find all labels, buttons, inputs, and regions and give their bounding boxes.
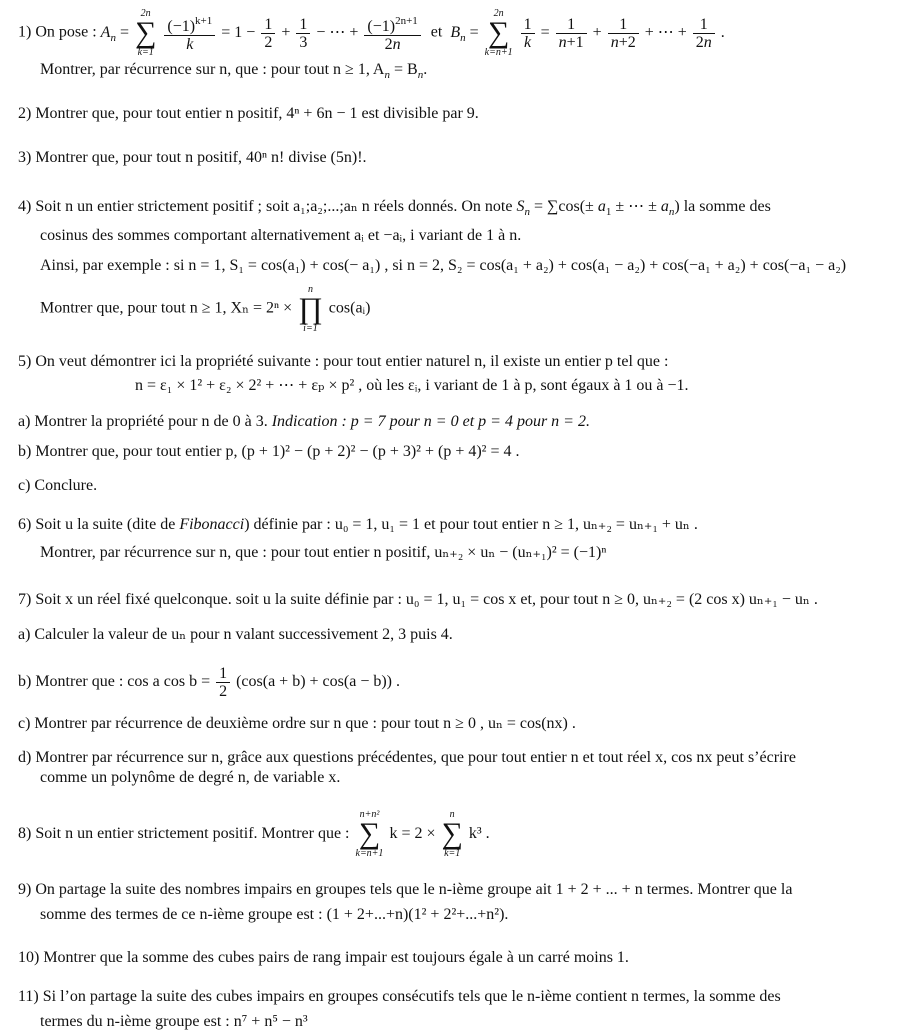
problem-11-line-1: 11) Si l’on partage la suite des cubes impairs en groupes consécutifs tels que le n-ième contient n termes, la somme des — [18, 988, 781, 1005]
problem-4-line-1 — [18, 197, 771, 222]
problem-7-b-end: (cos(a + b) + cos(a − b)) . — [236, 673, 400, 690]
problem-8 — [18, 808, 490, 860]
problem-6-line-1-end: ) définie par : u₀ = 1, u₁ = 1 et pour tout entier n ≥ 1, uₙ₊₂ = uₙ₊₁ + uₙ . — [244, 516, 698, 533]
problem-8-end: k³ . — [468, 825, 490, 842]
sum-symbol-icon: 2n ∑ k=1 — [134, 8, 157, 58]
problem-4-line-1-text: 4) Soit n un entier strictement positif ; soit a₁;a₂;...;aₙ n réels donnés. On note — [18, 198, 513, 215]
problem-4-line-3: Ainsi, par exemple : si n = 1, S₁ = cos(a₁) + cos(− a₁) , si n = 2, S₂ = cos(a₁ + a₂) + cos(a₁ − a₂) + cos(−a₁ + a₂) + cos(−a₁ − a₂) — [40, 257, 847, 274]
conjunction-et: et — [430, 23, 443, 41]
problem-6-line-2: Montrer, par récurrence sur n, que : pour tout entier n positif, uₙ₊₂ × uₙ − (uₙ₊₁)² = (−1)ⁿ — [40, 544, 607, 561]
problem-7-c: c) Montrer par récurrence de deuxième ordre sur n que : pour tout n ≥ 0 , uₙ = cos(nx) . — [18, 715, 576, 732]
problem-7-d-line-1: d) Montrer par récurrence sur n, grâce aux questions précédentes, que pour tout entier n et tout réel x, cos nx peut s’écrire — [18, 749, 796, 766]
problem-8-middle: k = 2 × — [389, 825, 436, 842]
problem-1-question: Montrer, par récurrence sur n, que : pour tout n ≥ 1, $A_n = B_n$. — [40, 61, 428, 81]
problem-5-c: c) Conclure. — [18, 477, 98, 494]
problem-6-line-1 — [18, 515, 698, 535]
sum-symbol-icon: 2n ∑ k=n+1 — [484, 8, 513, 58]
problem-5-b: b) Montrer que, pour tout entier p, (p + 1)² − (p + 2)² − (p + 3)² + (p + 4)² = 4 . — [18, 443, 520, 460]
A-n-definition: $A_n$ = 2n ∑ k=1 $\frac{(-1)^{k+1}}{k}$ = 1 − $\frac{1}{2}$ + $\frac{1}{3}$ − ⋯ + $\frac{(-1)^{2n+1}}{2n}$ — [101, 24, 427, 41]
problem-11-line-2: termes du n-ième groupe est : n⁷ + n⁵ − n³ — [40, 1013, 308, 1030]
problem-6-line-1-text: 6) Soit u la suite (dite de — [18, 516, 176, 533]
problem-4-line-4 — [40, 284, 371, 334]
problem-8-text: 8) Soit n un entier strictement positif. Montrer que : — [18, 825, 350, 842]
problem-5-a — [18, 412, 590, 432]
problem-4-line-4-end: cos(aᵢ) — [328, 299, 371, 317]
problem-4-line-2: cosinus des sommes comportant alternativement aᵢ et −aᵢ, i variant de 1 à n. — [40, 227, 522, 244]
problem-7-b: b) Montrer que : cos a cos b = $\frac{1}{2}$ (cos(a + b) + cos(a − b)) . — [18, 664, 400, 700]
problem-4-line-4-text: Montrer que, pour tout n ≥ 1, Xₙ = 2ⁿ × — [40, 299, 293, 317]
problem-1-conclusion: Montrer, par récurrence sur n, que : pour tout n ≥ 1, A — [40, 61, 385, 78]
problem-7-a: a) Calculer la valeur de uₙ pour n valant successivement 2, 3 puis 4. — [18, 626, 453, 643]
problem-1-formula — [18, 8, 725, 58]
problem-7-d-line-2: comme un polynôme de degré n, de variable x. — [40, 769, 341, 786]
problem-5-line-1: 5) On veut démontrer ici la propriété suivante : pour tout entier naturel n, il existe un entier p tel que : — [18, 353, 669, 370]
B-n-definition: $B_n$ = 2n ∑ k=n+1 $\frac{1}{k}$ = $\frac{1}{n+1}$ + $\frac{1}{n+2}$ + ⋯ + $\frac{1}{2n}$ . — [450, 8, 725, 58]
problem-5-line-2: n = ε₁ × 1² + ε₂ × 2² + ⋯ + εₚ × p² , où les εᵢ, i variant de 1 à p, sont égaux à 1 ou à −1. — [135, 377, 689, 394]
sum-symbol-icon: n ∑ k=1 — [441, 809, 463, 860]
problem-1-intro: On pose : — [35, 23, 97, 41]
problem-1-number: 1) — [18, 23, 32, 41]
problem-3: 3) Montrer que, pour tout n positif, 40ⁿ n! divise (5n)!. — [18, 149, 367, 166]
problem-2: 2) Montrer que, pour tout entier n positif, 4ⁿ + 6n − 1 est divisible par 9. — [18, 105, 479, 122]
problem-7-b-text: b) Montrer que : cos a cos b = — [18, 673, 211, 690]
fibonacci-name: Fibonacci — [179, 516, 245, 533]
problem-5-a-hint: Indication : p = 7 pour n = 0 et p = 4 pour n = 2. — [271, 413, 590, 430]
problem-5-a-text: a) Montrer la propriété pour n de 0 à 3. — [18, 413, 268, 430]
problem-9-line-1: 9) On partage la suite des nombres impairs en groupes tels que le n-ième groupe ait 1 + 2 + ... + n termes. Montrer que la — [18, 881, 793, 898]
sum-symbol-icon: n+n² ∑ k=n+1 — [355, 809, 384, 860]
problem-1-conclusion-end: = B — [393, 61, 418, 78]
S-n-definition: $S_n = \sum\cos(\pm a_1$ ± ⋯ ± $a_n$) — [516, 198, 680, 218]
problem-4-line-1-end: la somme des — [683, 198, 771, 215]
problem-1-dot: . — [423, 61, 428, 78]
problem-7-line-1: 7) Soit x un réel fixé quelconque. soit u la suite définie par : u₀ = 1, u₁ = cos x et, pour tout n ≥ 0, uₙ₊₂ = (2 cos x) uₙ₊₁ − uₙ . — [18, 591, 818, 608]
product-symbol-icon: n ∏ i=1 — [298, 284, 323, 334]
problem-10: 10) Montrer que la somme des cubes pairs de rang impair est toujours égale à un carré moins 1. — [18, 949, 629, 966]
problem-9-line-2: somme des termes de ce n-ième groupe est : (1 + 2+...+n)(1² + 2²+...+n²). — [40, 906, 509, 923]
